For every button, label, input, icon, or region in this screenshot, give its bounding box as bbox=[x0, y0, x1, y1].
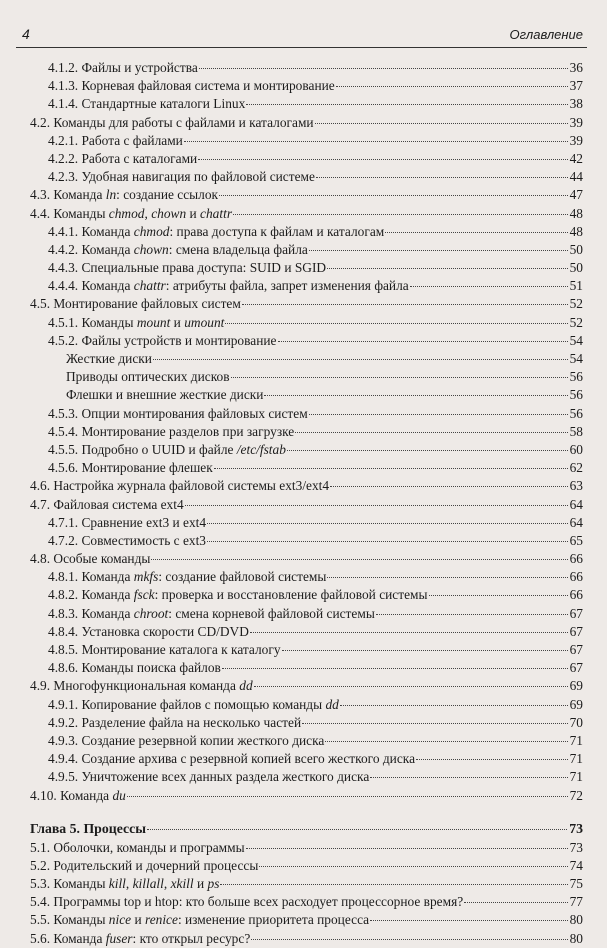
dot-leader bbox=[302, 723, 568, 724]
dot-leader bbox=[316, 177, 568, 178]
dot-leader bbox=[185, 505, 568, 506]
dot-leader bbox=[416, 759, 568, 760]
toc-entry bbox=[0, 350, 607, 368]
dot-leader bbox=[340, 705, 568, 706]
dot-leader bbox=[250, 632, 568, 633]
toc-entry bbox=[0, 241, 607, 259]
toc-entry-page: 67 bbox=[569, 623, 583, 639]
dot-leader bbox=[127, 796, 568, 797]
toc-entry-title: 4.5.3. Опции монтирования файловых систем bbox=[48, 405, 308, 421]
toc-entry-page: 71 bbox=[569, 769, 583, 785]
toc-entry-page: 66 bbox=[569, 551, 583, 567]
toc-entry bbox=[0, 875, 607, 893]
dot-leader bbox=[327, 577, 567, 578]
toc-entry-page: 69 bbox=[569, 678, 583, 694]
toc-entry-page: 67 bbox=[569, 605, 583, 621]
toc-entry-title: 4.2.2. Работа с каталогами bbox=[48, 150, 198, 166]
toc-entry bbox=[0, 459, 607, 477]
toc-entry bbox=[0, 496, 607, 514]
toc-entry-page: 64 bbox=[569, 496, 583, 512]
toc-entry bbox=[0, 550, 607, 568]
toc-entry-title: Жесткие диски bbox=[66, 351, 152, 366]
toc-entry-title: 4.5.2. Файлы устройств и монтирование bbox=[48, 332, 277, 348]
toc-entry-title: 5.1. Оболочки, команды и программы bbox=[30, 839, 245, 855]
toc-entry bbox=[0, 332, 607, 350]
toc-entry-page: 67 bbox=[569, 660, 583, 676]
toc-entry-title: 4.8.5. Монтирование каталога к каталогу bbox=[48, 642, 281, 657]
toc-entry-title: Флешки и внешние жесткие диски bbox=[66, 387, 264, 403]
toc-entry bbox=[0, 114, 607, 132]
toc-entry bbox=[0, 696, 607, 714]
toc-chapter-entry bbox=[0, 819, 607, 839]
dot-leader bbox=[220, 884, 567, 885]
running-header bbox=[16, 25, 587, 48]
toc-entry-page: 48 bbox=[569, 223, 583, 239]
toc-entry bbox=[0, 641, 607, 659]
toc-entry-title: 4.8.3. Команда chroot: смена корневой файловой системы bbox=[48, 605, 375, 621]
dot-leader bbox=[278, 341, 568, 342]
dot-leader bbox=[264, 395, 567, 396]
toc-entry-page: 69 bbox=[569, 696, 583, 712]
toc-entry-title: 4.6. Настройка журнала файловой системы ext3/ext4 bbox=[30, 478, 330, 494]
toc-entry bbox=[0, 205, 607, 223]
dot-leader bbox=[309, 414, 568, 415]
dot-leader bbox=[233, 214, 568, 215]
toc-entry bbox=[0, 186, 607, 204]
dot-leader bbox=[246, 848, 568, 849]
dot-leader bbox=[429, 595, 568, 596]
toc-entry-title: 4.8. Особые команды bbox=[30, 551, 151, 567]
toc-entry bbox=[0, 405, 607, 423]
toc-entry-page: 64 bbox=[569, 514, 583, 530]
toc-entry bbox=[0, 930, 607, 948]
toc-entry-page: 73 bbox=[569, 839, 583, 855]
dot-leader bbox=[282, 650, 568, 651]
toc-entry-page: 58 bbox=[569, 423, 583, 439]
toc-entry-page: 47 bbox=[569, 187, 583, 203]
toc-entry-title: Приводы оптических дисков bbox=[66, 369, 230, 385]
toc-entry bbox=[0, 77, 607, 95]
toc-entry bbox=[0, 659, 607, 677]
toc-entry bbox=[0, 857, 607, 875]
toc-entry-title: 4.8.2. Команда fsck: проверка и восстановление файловой системы bbox=[48, 587, 428, 603]
toc-entry-page: 65 bbox=[569, 532, 583, 548]
toc-entry-page: 54 bbox=[569, 332, 583, 348]
toc-entry-title: 4.4.4. Команда chattr: атрибуты файла, запрет изменения файла bbox=[48, 278, 409, 294]
toc-entry bbox=[0, 714, 607, 732]
toc-entry bbox=[0, 787, 607, 805]
toc-entry bbox=[0, 150, 607, 168]
toc-entry bbox=[0, 732, 607, 750]
toc-entry-page: 71 bbox=[569, 751, 583, 767]
toc-entry bbox=[0, 477, 607, 495]
dot-leader bbox=[315, 123, 568, 124]
toc-entry-title: 5.3. Команды kill, killall, xkill и ps bbox=[30, 876, 220, 892]
dot-leader bbox=[295, 432, 567, 433]
toc-entry bbox=[0, 532, 607, 550]
toc-entry bbox=[0, 568, 607, 586]
toc-entry-page: 42 bbox=[569, 150, 583, 166]
toc-entry-title: 4.4.3. Специальные права доступа: SUID и SGID bbox=[48, 260, 327, 276]
toc-entry-page: 38 bbox=[569, 96, 583, 112]
toc-entry-page: 52 bbox=[569, 296, 583, 312]
toc-entry bbox=[0, 168, 607, 186]
dot-leader bbox=[147, 829, 567, 830]
toc-entry-page: 54 bbox=[569, 351, 583, 366]
toc-entry-page: 60 bbox=[569, 441, 583, 457]
toc-entry-page: 56 bbox=[569, 387, 583, 403]
dot-leader bbox=[259, 866, 567, 867]
dot-leader bbox=[370, 777, 567, 778]
toc-entry-page: 66 bbox=[569, 587, 583, 603]
toc-entry-title: 4.5.5. Подробно о UUID и файле /etc/fstab bbox=[48, 441, 286, 457]
toc-entry-page: 51 bbox=[569, 278, 583, 294]
toc-entry bbox=[0, 314, 607, 332]
dot-leader bbox=[287, 450, 568, 451]
dot-leader bbox=[214, 468, 568, 469]
dot-leader bbox=[222, 668, 568, 669]
dot-leader bbox=[336, 86, 568, 87]
dot-leader bbox=[327, 268, 568, 269]
toc-entry-page: 50 bbox=[569, 260, 583, 276]
toc-entry-title: 4.1.2. Файлы и устройства bbox=[48, 60, 198, 75]
toc-entry bbox=[0, 441, 607, 459]
dot-leader bbox=[330, 486, 568, 487]
dot-leader bbox=[464, 902, 567, 903]
toc-entry-page: 66 bbox=[569, 569, 583, 585]
toc-entry-page: 39 bbox=[569, 114, 583, 130]
dot-leader bbox=[225, 323, 567, 324]
dot-leader bbox=[246, 104, 567, 105]
toc-entry-page: 80 bbox=[569, 912, 583, 928]
toc-entry-title: 4.4. Команды chmod, chown и chattr bbox=[30, 205, 233, 221]
toc-entry-title: 5.5. Команды nice и renice: изменение приоритета процесса bbox=[30, 912, 370, 928]
toc-entry-title: 4.8.4. Установка скорости CD/DVD bbox=[48, 623, 249, 639]
dot-leader bbox=[370, 920, 567, 921]
toc-entry-title: 5.2. Родительский и дочерний процессы bbox=[30, 857, 259, 873]
toc-entry-title: 4.2. Команды для работы с файлами и каталогами bbox=[30, 114, 314, 130]
toc-entry bbox=[0, 132, 607, 150]
toc-entry-title: 4.8.6. Команды поиска файлов bbox=[48, 660, 221, 676]
toc-entry-page: 71 bbox=[569, 732, 583, 748]
toc-entry-page: 39 bbox=[569, 132, 583, 148]
table-of-contents bbox=[0, 59, 607, 948]
toc-entry-page: 44 bbox=[569, 169, 583, 185]
dot-leader bbox=[376, 614, 568, 615]
toc-entry-title: 5.6. Команда fuser: кто открыл ресурс? bbox=[30, 930, 251, 946]
toc-entry-title: 4.7.2. Совместимость с ext3 bbox=[48, 532, 207, 548]
toc-entry bbox=[0, 586, 607, 604]
toc-entry bbox=[0, 295, 607, 313]
toc-entry bbox=[0, 386, 607, 404]
toc-entry-page: 50 bbox=[569, 241, 583, 257]
toc-entry-page: 37 bbox=[569, 78, 583, 94]
dot-leader bbox=[251, 939, 567, 940]
toc-entry-title: 4.7. Файловая система ext4 bbox=[30, 496, 184, 512]
toc-entry-title: 4.9.4. Создание архива с резервной копией всего жесткого диска bbox=[48, 751, 416, 767]
toc-entry bbox=[0, 893, 607, 911]
toc-entry bbox=[0, 277, 607, 295]
toc-entry bbox=[0, 839, 607, 857]
toc-entry-title: 4.8.1. Команда mkfs: создание файловой системы bbox=[48, 569, 327, 585]
toc-entry-page: 72 bbox=[569, 787, 583, 803]
toc-entry-page: 56 bbox=[569, 405, 583, 421]
dot-leader bbox=[153, 359, 568, 360]
dot-leader bbox=[231, 377, 568, 378]
toc-entry bbox=[0, 59, 607, 77]
toc-entry-title: 4.4.2. Команда chown: смена владельца файла bbox=[48, 241, 308, 257]
toc-entry-page: 63 bbox=[569, 478, 583, 494]
toc-entry-title: 4.9.5. Уничтожение всех данных раздела жесткого диска bbox=[48, 769, 370, 785]
toc-entry bbox=[0, 677, 607, 695]
toc-entry bbox=[0, 605, 607, 623]
toc-entry-title: 4.10. Команда du bbox=[30, 787, 126, 803]
toc-entry bbox=[0, 259, 607, 277]
toc-entry bbox=[0, 911, 607, 929]
toc-entry-page: 67 bbox=[569, 642, 583, 657]
toc-entry-title: 4.2.1. Работа с файлами bbox=[48, 132, 183, 148]
toc-entry-page: 77 bbox=[569, 894, 583, 910]
toc-entry-title: 5.4. Программы top и htop: кто больше всех расходует процессорное время? bbox=[30, 894, 464, 910]
dot-leader bbox=[242, 304, 568, 305]
running-title: Оглавление bbox=[509, 27, 583, 42]
toc-entry-page: 62 bbox=[569, 460, 583, 476]
dot-leader bbox=[219, 195, 568, 196]
dot-leader bbox=[184, 141, 568, 142]
dot-leader bbox=[309, 250, 568, 251]
dot-leader bbox=[198, 159, 567, 160]
toc-entry-page: 75 bbox=[569, 876, 583, 892]
toc-entry bbox=[0, 223, 607, 241]
dot-leader bbox=[325, 741, 567, 742]
toc-entry bbox=[0, 750, 607, 768]
dot-leader bbox=[199, 68, 568, 69]
toc-entry-page: 73 bbox=[569, 820, 583, 836]
toc-entry bbox=[0, 514, 607, 532]
dot-leader bbox=[410, 286, 568, 287]
toc-entry-page: 48 bbox=[569, 205, 583, 221]
toc-entry-page: 56 bbox=[569, 369, 583, 385]
toc-entry-title: 4.1.3. Корневая файловая система и монтирование bbox=[48, 78, 335, 94]
toc-entry bbox=[0, 423, 607, 441]
dot-leader bbox=[207, 523, 568, 524]
toc-entry-title: 4.9. Многофункциональная команда dd bbox=[30, 678, 253, 694]
toc-entry-title: 4.3. Команда ln: создание ссылок bbox=[30, 187, 219, 203]
toc-entry-page: 80 bbox=[569, 930, 583, 946]
dot-leader bbox=[254, 686, 568, 687]
toc-entry-page: 36 bbox=[569, 60, 583, 75]
toc-entry-title: 4.9.3. Создание резервной копии жесткого диска bbox=[48, 732, 325, 748]
toc-entry bbox=[0, 368, 607, 386]
page-number: 4 bbox=[22, 26, 30, 42]
toc-entry-title: 4.1.4. Стандартные каталоги Linux bbox=[48, 96, 246, 112]
toc-entry-title: 4.9.1. Копирование файлов с помощью команды dd bbox=[48, 696, 339, 712]
dot-leader bbox=[385, 232, 567, 233]
toc-entry-page: 74 bbox=[569, 857, 583, 873]
toc-entry-title: 4.9.2. Разделение файла на несколько частей bbox=[48, 714, 302, 730]
toc-entry-title: 4.5.4. Монтирование разделов при загрузке bbox=[48, 423, 295, 439]
toc-entry-title: 4.4.1. Команда chmod: права доступа к файлам и каталогам bbox=[48, 223, 385, 239]
toc-entry-page: 52 bbox=[569, 314, 583, 330]
toc-entry-title: 4.5. Монтирование файловых систем bbox=[30, 296, 241, 312]
toc-entry-title: 4.2.3. Удобная навигация по файловой системе bbox=[48, 169, 315, 185]
toc-entry-title: 4.7.1. Сравнение ext3 и ext4 bbox=[48, 514, 207, 530]
toc-entry-page: 70 bbox=[569, 714, 583, 730]
dot-leader bbox=[151, 559, 567, 560]
dot-leader bbox=[207, 541, 568, 542]
toc-entry bbox=[0, 623, 607, 641]
toc-entry-title: 4.5.6. Монтирование флешек bbox=[48, 460, 213, 476]
toc-entry-title: 4.5.1. Команды mount и umount bbox=[48, 314, 225, 330]
toc-entry bbox=[0, 95, 607, 113]
toc-entry-title: Глава 5. Процессы bbox=[30, 820, 147, 836]
toc-entry bbox=[0, 768, 607, 786]
